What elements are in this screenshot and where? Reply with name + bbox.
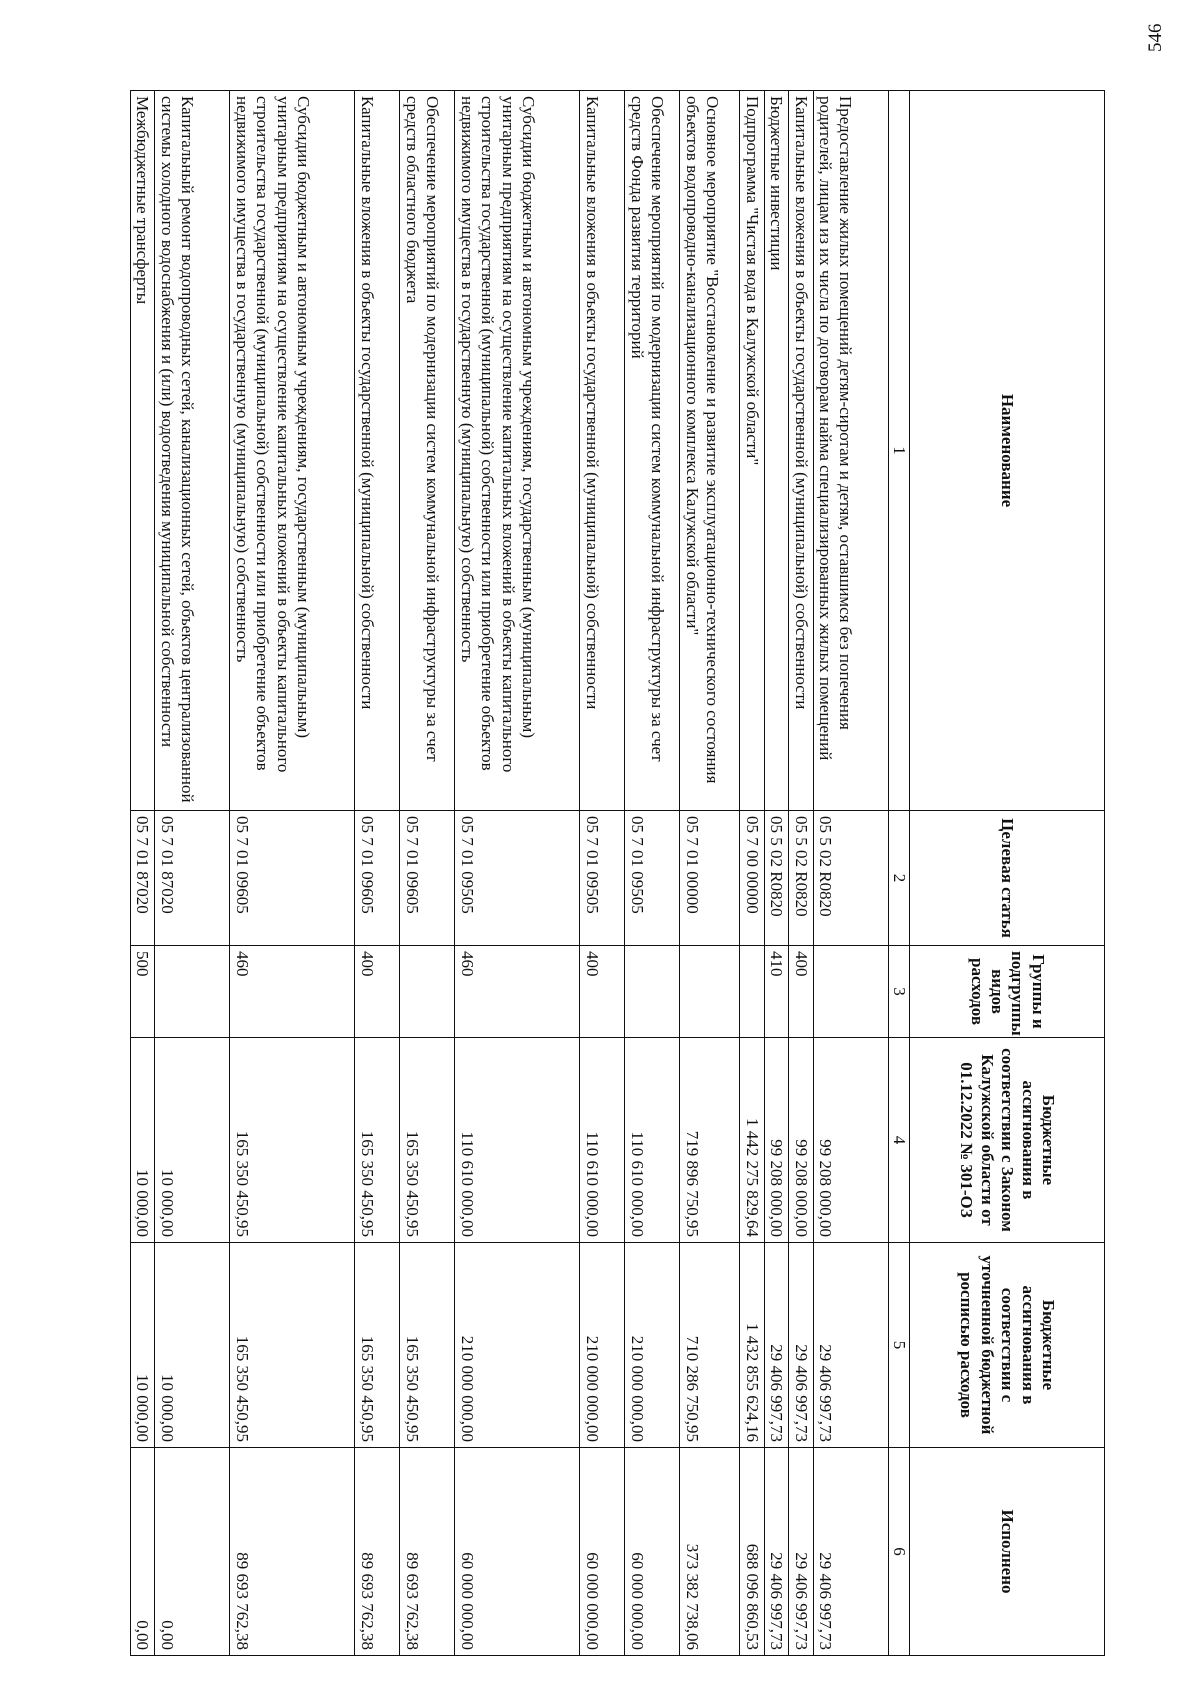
table-row bbox=[400, 91, 455, 1656]
table-row bbox=[580, 91, 625, 1656]
row-executed-amount: 0,00 bbox=[131, 1448, 155, 1656]
row-law-amount: 10 000,00 bbox=[155, 1038, 230, 1243]
row-law-amount: 99 208 000,00 bbox=[813, 1038, 888, 1243]
row-law-amount: 165 350 450,95 bbox=[230, 1038, 355, 1243]
row-law-amount: 1 442 275 829,64 bbox=[740, 1038, 764, 1243]
row-name: Капитальный ремонт водопроводных сетей, канализационных сетей, объектов централизованной системы холодного водоснабжения и (или) водоотведения муниципальной собственности bbox=[155, 91, 230, 811]
row-refined-amount: 210 000 000,00 bbox=[580, 1243, 625, 1448]
row-executed-amount: 89 693 762,38 bbox=[230, 1448, 355, 1656]
row-target-article: 05 7 01 87020 bbox=[131, 811, 155, 946]
row-expense-type: 500 bbox=[131, 946, 155, 1038]
row-refined-amount: 165 350 450,95 bbox=[400, 1243, 455, 1448]
row-name: Предоставление жилых помещений детям-сиротам и детям, оставшимся без попечения родителей, лицам из их числа по договорам найма специализированных жилых помещений bbox=[813, 91, 888, 811]
row-name: Капитальные вложения в объекты государственной (муниципальной) собственности bbox=[355, 91, 400, 811]
row-executed-amount: 60 000 000,00 bbox=[455, 1448, 580, 1656]
row-law-amount: 110 610 000,00 bbox=[625, 1038, 680, 1243]
row-refined-amount: 210 000 000,00 bbox=[625, 1243, 680, 1448]
row-name: Подпрограмма "Чистая вода в Калужской области" bbox=[740, 91, 764, 811]
row-law-amount: 165 350 450,95 bbox=[355, 1038, 400, 1243]
row-refined-amount: 10 000,00 bbox=[155, 1243, 230, 1448]
row-refined-amount: 210 000 000,00 bbox=[455, 1243, 580, 1448]
row-law-amount: 99 208 000,00 bbox=[789, 1038, 813, 1243]
row-name: Обеспечение мероприятий по модернизации систем коммунальной инфраструктуры за счет средств Фонда развития территорий bbox=[625, 91, 680, 811]
row-target-article: 05 7 01 09505 bbox=[625, 811, 680, 946]
row-refined-amount: 165 350 450,95 bbox=[355, 1243, 400, 1448]
row-executed-amount: 688 096 860,53 bbox=[740, 1448, 764, 1656]
budget-table bbox=[130, 90, 1105, 1656]
row-expense-type: 410 bbox=[764, 946, 788, 1038]
table-row bbox=[131, 91, 155, 1656]
row-target-article: 05 7 01 09605 bbox=[400, 811, 455, 946]
row-target-article: 05 5 02 R0820 bbox=[789, 811, 813, 946]
table-row bbox=[789, 91, 813, 1656]
table-row bbox=[155, 91, 230, 1656]
row-target-article: 05 7 01 09505 bbox=[455, 811, 580, 946]
table-row bbox=[813, 91, 888, 1656]
header-target-article: Целевая статья bbox=[910, 811, 1105, 946]
row-target-article: 05 7 00 00000 bbox=[740, 811, 764, 946]
table-row bbox=[355, 91, 400, 1656]
row-law-amount: 110 610 000,00 bbox=[455, 1038, 580, 1243]
row-expense-type bbox=[680, 946, 740, 1038]
row-executed-amount: 29 406 997,73 bbox=[789, 1448, 813, 1656]
table-row bbox=[764, 91, 788, 1656]
row-refined-amount: 165 350 450,95 bbox=[230, 1243, 355, 1448]
row-executed-amount: 0,00 bbox=[155, 1448, 230, 1656]
row-refined-amount: 29 406 997,73 bbox=[764, 1243, 788, 1448]
header-expense-type: Группы и подгруппы видов расходов bbox=[910, 946, 1105, 1038]
row-executed-amount: 29 406 997,73 bbox=[764, 1448, 788, 1656]
row-name: Субсидии бюджетным и автономным учреждениям, государственным (муниципальным) унитарным предприятиям на осуществление капитальных вложений в объекты капитального строительства государственной (муниципальной) собственности или приобретение объектов недвижимого имущества в государственную (муниципальную) собственность bbox=[230, 91, 355, 811]
row-target-article: 05 7 01 00000 bbox=[680, 811, 740, 946]
table-row bbox=[230, 91, 355, 1656]
table-row bbox=[455, 91, 580, 1656]
column-number: 1 bbox=[888, 91, 909, 811]
column-number-row bbox=[888, 91, 909, 1656]
row-refined-amount: 1 432 855 624,16 bbox=[740, 1243, 764, 1448]
row-refined-amount: 29 406 997,73 bbox=[789, 1243, 813, 1448]
row-executed-amount: 89 693 762,38 bbox=[355, 1448, 400, 1656]
row-executed-amount: 29 406 997,73 bbox=[813, 1448, 888, 1656]
row-target-article: 05 5 02 R0820 bbox=[813, 811, 888, 946]
row-expense-type bbox=[740, 946, 764, 1038]
table-row bbox=[680, 91, 740, 1656]
row-expense-type bbox=[400, 946, 455, 1038]
row-target-article: 05 7 01 09605 bbox=[230, 811, 355, 946]
row-refined-amount: 710 286 750,95 bbox=[680, 1243, 740, 1448]
row-refined-amount: 29 406 997,73 bbox=[813, 1243, 888, 1448]
row-executed-amount: 89 693 762,38 bbox=[400, 1448, 455, 1656]
row-expense-type: 400 bbox=[355, 946, 400, 1038]
column-number: 6 bbox=[888, 1448, 909, 1656]
row-name: Субсидии бюджетным и автономным учреждениям, государственным (муниципальным) унитарным предприятиям на осуществление капитальных вложений в объекты капитального строительства государственной (муниципальной) собственности или приобретение объектов недвижимого имущества в государственную (муниципальную) собственность bbox=[455, 91, 580, 811]
row-expense-type: 400 bbox=[789, 946, 813, 1038]
header-executed: Исполнено bbox=[910, 1448, 1105, 1656]
table-row bbox=[740, 91, 764, 1656]
row-executed-amount: 373 382 738,06 bbox=[680, 1448, 740, 1656]
rotated-sheet bbox=[130, 90, 1105, 1655]
table-row bbox=[625, 91, 680, 1656]
row-executed-amount: 60 000 000,00 bbox=[580, 1448, 625, 1656]
row-executed-amount: 60 000 000,00 bbox=[625, 1448, 680, 1656]
row-name: Капитальные вложения в объекты государственной (муниципальной) собственности bbox=[789, 91, 813, 811]
row-name: Основное мероприятие "Восстановление и развитие эксплуатационно-технического состояния объектов водопроводно-канализационного комплекса Калужской области" bbox=[680, 91, 740, 811]
row-expense-type: 400 bbox=[580, 946, 625, 1038]
row-target-article: 05 7 01 09505 bbox=[580, 811, 625, 946]
column-number: 4 bbox=[888, 1038, 909, 1243]
column-number: 2 bbox=[888, 811, 909, 946]
header-law-allocations: Бюджетные ассигнования в соответствии с Законом Калужской области от 01.12.2022 № 301-ОЗ bbox=[910, 1038, 1105, 1243]
column-number: 5 bbox=[888, 1243, 909, 1448]
row-expense-type bbox=[813, 946, 888, 1038]
row-law-amount: 719 896 750,95 bbox=[680, 1038, 740, 1243]
row-refined-amount: 10 000,00 bbox=[131, 1243, 155, 1448]
row-law-amount: 165 350 450,95 bbox=[400, 1038, 455, 1243]
row-name: Капитальные вложения в объекты государственной (муниципальной) собственности bbox=[580, 91, 625, 811]
row-target-article: 05 7 01 87020 bbox=[155, 811, 230, 946]
row-expense-type: 460 bbox=[455, 946, 580, 1038]
column-number: 3 bbox=[888, 946, 909, 1038]
row-target-article: 05 7 01 09605 bbox=[355, 811, 400, 946]
row-expense-type bbox=[625, 946, 680, 1038]
row-name: Межбюджетные трансферты bbox=[131, 91, 155, 811]
row-name: Бюджетные инвестиции bbox=[764, 91, 788, 811]
header-refined-allocations: Бюджетные ассигнования в соответствии с уточненной бюджетной росписью расходов bbox=[910, 1243, 1105, 1448]
row-expense-type bbox=[155, 946, 230, 1038]
header-name: Наименование bbox=[910, 91, 1105, 811]
row-name: Обеспечение мероприятий по модернизации систем коммунальной инфраструктуры за счет средств областного бюджета bbox=[400, 91, 455, 811]
row-target-article: 05 5 02 R0820 bbox=[764, 811, 788, 946]
row-law-amount: 110 610 000,00 bbox=[580, 1038, 625, 1243]
row-law-amount: 10 000,00 bbox=[131, 1038, 155, 1243]
row-expense-type: 460 bbox=[230, 946, 355, 1038]
page-number: 546 bbox=[1145, 23, 1166, 52]
header-row bbox=[910, 91, 1105, 1656]
row-law-amount: 99 208 000,00 bbox=[764, 1038, 788, 1243]
